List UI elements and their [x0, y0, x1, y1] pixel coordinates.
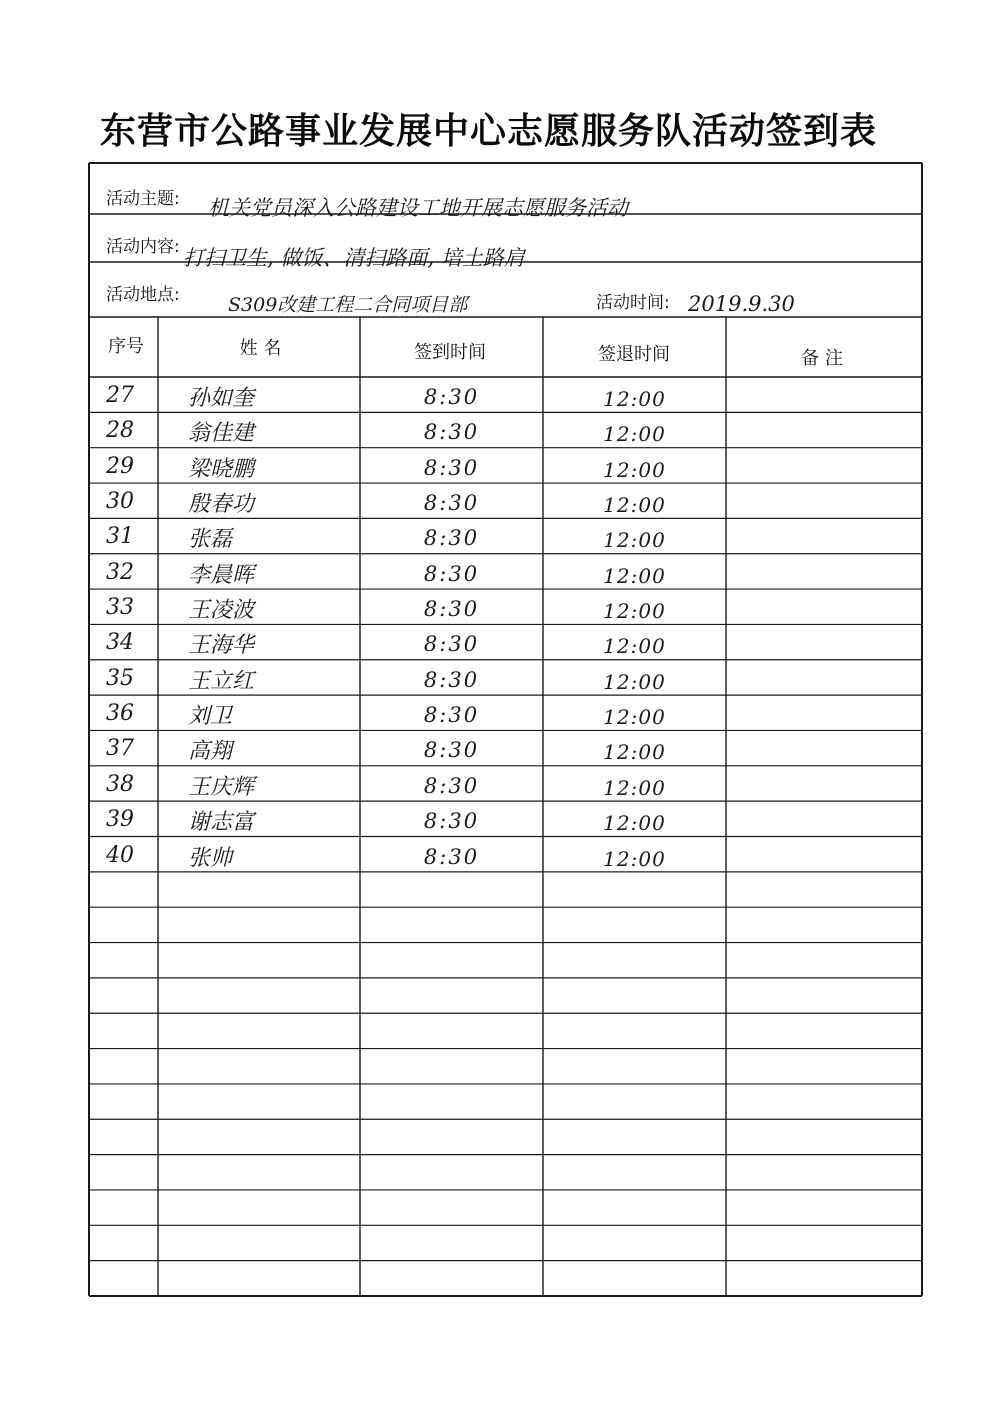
row-checkin-time: 8:30: [423, 455, 480, 480]
row-name: 殷春功: [188, 492, 255, 518]
sign-in-sheet: [88, 162, 923, 1297]
row-checkout-time: 12:00: [603, 775, 666, 800]
row-checkin-time: 8:30: [423, 773, 480, 798]
row-name: 梁晓鹏: [188, 456, 255, 482]
row-name: 谢志富: [188, 810, 255, 836]
content-value: 打扫卫生, 做饭、清扫路面, 培土路肩: [183, 246, 525, 270]
row-name: 高翔: [188, 739, 233, 765]
theme-label: 活动主题:: [106, 189, 180, 209]
row-checkout-time: 12:00: [603, 457, 666, 482]
row-checkout-time: 12:00: [603, 599, 666, 624]
row-number: 31: [106, 524, 134, 550]
location-value: S309改建工程二合同项目部: [228, 294, 468, 316]
header-no: 序号: [108, 336, 144, 357]
row-name: 刘卫: [188, 704, 233, 730]
row-checkin-time: 8:30: [423, 844, 480, 869]
row-name: 李晨晖: [188, 562, 255, 588]
header-remark: 备 注: [801, 348, 843, 369]
row-checkout-time: 12:00: [603, 811, 666, 836]
row-checkout-time: 12:00: [603, 669, 666, 694]
row-name: 孙如奎: [188, 386, 255, 411]
location-label: 活动地点:: [106, 285, 180, 305]
time-label: 活动时间:: [596, 293, 670, 313]
row-checkin-time: 8:30: [423, 491, 480, 516]
row-name: 王凌波: [188, 598, 255, 624]
row-checkout-time: 12:00: [603, 634, 666, 659]
row-number: 32: [106, 559, 134, 585]
row-name: 张磊: [188, 527, 233, 553]
row-checkout-time: 12:00: [603, 563, 666, 588]
row-checkin-time: 8:30: [423, 526, 480, 551]
time-value: 2019.9.30: [688, 292, 795, 316]
row-number: 36: [106, 701, 134, 727]
row-number: 34: [106, 630, 134, 656]
row-checkin-time: 8:30: [423, 597, 480, 622]
row-number: 39: [106, 807, 134, 833]
row-checkin-time: 8:30: [423, 738, 480, 763]
header-name: 姓 名: [239, 338, 282, 359]
row-checkout-time: 12:00: [603, 422, 666, 447]
row-number: 38: [106, 771, 134, 797]
row-number: 40: [106, 842, 134, 868]
sheet-title: 东营市公路事业发展中心志愿服务队活动签到表: [100, 111, 878, 152]
row-number: 35: [106, 665, 134, 691]
row-checkout-time: 12:00: [603, 705, 666, 730]
row-checkout-time: 12:00: [603, 493, 666, 518]
theme-value: 机关党员深入公路建设工地开展志愿服务活动: [208, 196, 628, 220]
row-checkout-time: 12:00: [603, 846, 666, 871]
row-checkin-time: 8:30: [423, 809, 480, 834]
row-name: 王海华: [188, 633, 255, 659]
row-checkin-time: 8:30: [423, 703, 480, 728]
row-number: 37: [106, 736, 134, 762]
row-name: 王庆辉: [188, 774, 255, 800]
row-number: 33: [106, 595, 134, 621]
header-checkin: 签到时间: [414, 342, 486, 363]
row-name: 翁佳建: [188, 421, 255, 447]
row-checkin-time: 8:30: [423, 561, 480, 586]
row-checkin-time: 8:30: [423, 385, 480, 409]
row-number: 30: [106, 489, 134, 515]
row-checkin-time: 8:30: [423, 420, 480, 445]
row-checkout-time: 12:00: [603, 387, 666, 411]
row-checkout-time: 12:00: [603, 528, 666, 553]
row-checkin-time: 8:30: [423, 632, 480, 657]
row-number: 29: [106, 453, 134, 479]
header-checkout: 签退时间: [598, 344, 670, 365]
row-checkin-time: 8:30: [423, 667, 480, 692]
row-name: 张帅: [188, 845, 233, 871]
row-checkout-time: 12:00: [603, 740, 666, 765]
content-label: 活动内容:: [106, 237, 180, 257]
row-number: 28: [106, 418, 134, 444]
row-name: 王立红: [188, 668, 255, 694]
row-number: 27: [106, 383, 134, 408]
